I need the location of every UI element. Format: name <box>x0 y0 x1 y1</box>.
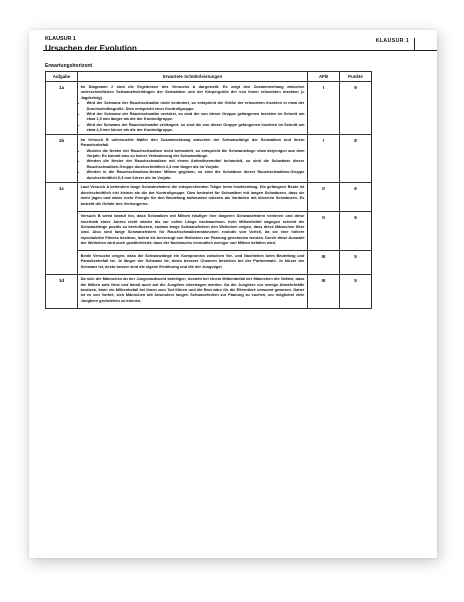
answer-text: Beide Versuche zeigen, dass die Schwanzlänge ein Kompromiss zwischen Vor- und Nachteilen beim Beutefang und Parasitenbefall ist. Je länger der Schwanz ist, desto bessere Chancen bestehen bei der Partnerwahl. Je kürzer der Schwanz ist, desto besser sind die eigene Ernährung und die der Jungvögel. <box>80 252 305 269</box>
points-cell: 5 <box>340 251 372 274</box>
header-label: KLAUSUR 1 <box>375 38 409 44</box>
exam-label: KLAUSUR 1 <box>45 36 76 42</box>
table-row <box>46 211 372 251</box>
table-row <box>46 135 372 182</box>
task-cell: 1c <box>46 182 78 274</box>
table-row <box>46 251 372 274</box>
expectation-table <box>45 71 372 309</box>
task-cell: 1b <box>46 135 78 182</box>
answer-cell <box>78 82 308 135</box>
points-cell: 5 <box>340 274 372 308</box>
table-row <box>46 274 372 308</box>
section-heading: Erwartungshorizont <box>45 63 93 69</box>
points-cell: 8 <box>340 135 372 182</box>
afb-cell: III <box>308 251 340 274</box>
list-item: • Wurden die Nester der Rauchschwalben nicht behandelt, so entspricht die Schwanzlänge etwa derjenigen aus dem Vorjahr. Es kommt also zu keiner Veränderung der Schwanzlänge. <box>87 148 305 159</box>
afb-cell: II <box>308 182 340 211</box>
afb-cell: I <box>308 135 340 182</box>
list-item: • Werden die Nester der Rauchschwalben mit einem Antimilbenmittel behandelt, so sind die Schwänze dieser Rauchschwalben-Gruppe durchschnittlich 2,4 mm länger als im Vorjahr. <box>87 158 305 169</box>
afb-cell: III <box>308 274 340 308</box>
points-cell: 6 <box>340 211 372 251</box>
task-cell: 1d <box>46 274 78 308</box>
answer-intro: Im Versuch B untersuchte Møller den Zusammenhang zwischen der Schwanzlänge der Schwalben und ihrem Parasitenbefall. <box>80 136 305 148</box>
points-cell: 6 <box>340 182 372 211</box>
page-title: Ursachen der Evolution <box>45 44 137 53</box>
table-row <box>46 82 372 135</box>
answer-list <box>81 148 305 180</box>
list-item: • Wird der Schwanz der Rauchschwalbe verkürzt, so sind die von dieser Gruppe gefangenen Insekten im Schnitt um etwa 1,9 mm länger als die der Kontrollgruppe. <box>87 111 305 122</box>
answer-cell <box>78 135 308 182</box>
answer-cell <box>78 274 308 308</box>
header-divider <box>414 38 415 50</box>
list-item: • Werden in die Rauchschwalben-Nester Milben gegeben, so sind die Schwänze dieser Rauchschwalben-Gruppe durchschnittlich 6,3 mm kürzer als im Vorjahr. <box>87 169 305 180</box>
afb-cell: II <box>308 211 340 251</box>
answer-cell <box>78 211 308 251</box>
answer-cell <box>78 182 308 211</box>
points-cell: 9 <box>340 82 372 135</box>
answer-intro: Im Diagramm 2 sind die Ergebnisse des Versuchs A dargestellt. Es zeigt den Zusammenhang zwischen unterschiedlichen Schwanzfederlängen der Schwalben und der Körpergröße der von ihnen erbeuteten Insekten (= Jagderfolg). <box>80 84 305 100</box>
answer-text: Laut Versuch A behindern lange Schwanzfedern die entsprechenden Träger beim Insektenfang. Die gefangene Beute ist durchschnittlich viel kleiner als die der Kontrollgruppe. Dies bedeutet für Schwalben mit langen Schwänzen, dass sie mehr jagen und daher mehr Energie für den Beutefang aufwenden müssen als Varianten mit kürzeren Schwänzen. Es besteht die Gefahr des Verhungerns. <box>80 184 305 206</box>
header-expected: Erwartete Schülerleistungen <box>78 72 308 82</box>
answer-list <box>81 100 305 132</box>
header-points: Punkte <box>340 72 372 82</box>
header-afb: AFB <box>308 72 340 82</box>
answer-text: Versuch B weist darauf hin, dass Schwalben mit Milben häufiger ihre längeren Schwanzfedern verlieren und diese innerhalb eines Jahres nicht wieder bis zur vollen Länge nachwachsen. Kein Milbenbefall dagegen scheint die Schwanzlänge positiv zu beeinflussen, sodass lange Schwanzfedern den Weibchen zeigen, dass diese Männchen fitter sind. Also sind lange Schwanzfedern für Rauchschwalbenmännchen evolutiv von Vorteil, da sie eine höhere reproduktive Fitness besitzen, indem sie bevorzugt von Weibchen zur Paarung genommen werden. Durch diese Auswahl der Weibchen wird auch gewährleistet, dass der Nachwuchs vermutlich weniger von Milben befallen wird. <box>80 213 305 246</box>
table-header-row <box>46 72 372 82</box>
list-item: • Wird der Schwanz der Rauchschwalbe verlängert, so sind die von dieser Gruppe gefangenen Insekten im Schnitt um etwa 2,3 mm kürzer als die der Kontrollgruppe. <box>87 122 305 133</box>
afb-cell: I <box>308 82 340 135</box>
answer-cell <box>78 251 308 274</box>
table-row <box>46 182 372 211</box>
list-item: • Wird der Schwanz der Rauchschwalbe nicht verändert, so entspricht die Größe der erbeuteten Insekten in etwa der Durchschnittsgröße. Dies entspricht einer Kontrollgruppe. <box>87 100 305 111</box>
task-cell: 1a <box>46 82 78 135</box>
answer-text: Da sich die Männchen an der Jungenaufzucht beteiligen, besteht bei einem Milbenbefall der Männchen die Gefahr, dass die Milben aufs Nest und damit auch auf die Jungtiere übertragen werden. Da die Jungtiere nur wenige Abwehrkräfte besitzen, kann ein Milbenbefall bei ihnen zum Tod führen und die Brut wäre für die Elterntiere umsonst gewesen. Daher ist es von Vorteil, sich Männchen mit besonders langen Schwanzfedern zur Paarung zu suchen, um möglichst viele Jungtiere großziehen zu können. <box>80 276 305 303</box>
header-task: Aufgabe <box>46 72 78 82</box>
